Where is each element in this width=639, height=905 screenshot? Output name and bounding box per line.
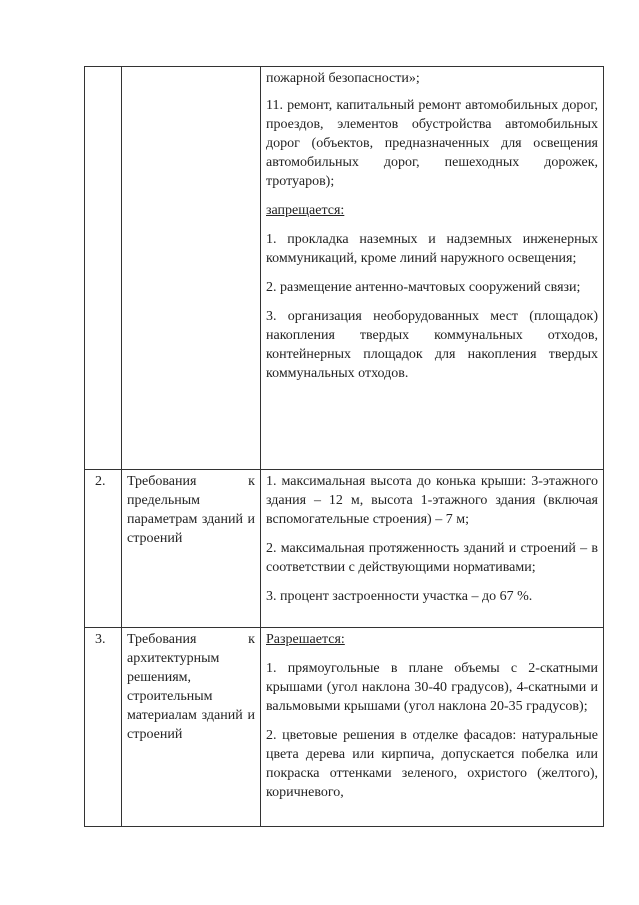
paragraph: 2. максимальная протяженность зданий и строений – в соответствии с действующими нормативами; <box>266 541 598 575</box>
paragraph: 1. максимальная высота до конька крыши: 3-этажного здания – 12 м, высота 1-этажного здания (включая вспомогательные строения) – 7 м; <box>266 474 598 527</box>
row-number-cell <box>85 67 122 470</box>
table-row <box>85 67 604 470</box>
requirements-table <box>84 66 604 827</box>
requirement-name-cell <box>122 628 261 827</box>
requirement-text-cell <box>261 470 604 628</box>
paragraph: пожарной безопасности»; <box>266 71 420 86</box>
requirement-name: Требования к предельным параметрам зданий и строений <box>127 474 255 546</box>
allowed-heading: Разрешается: <box>266 632 345 647</box>
paragraph: 2. цветовые решения в отделке фасадов: натуральные цвета дерева или кирпича, допускается побелка или покраска оттенками зеленого, охристого (желтого), коричневого, <box>266 728 598 800</box>
paragraph: 11. ремонт, капитальный ремонт автомобильных дорог, проездов, элементов обустройства автомобильных дорог (объектов, предназначенных для освещения автомобильных дорог, пешеходных дорожек, тротуаров); <box>266 98 598 189</box>
requirement-text-cell <box>261 67 604 470</box>
table-row <box>85 470 604 628</box>
paragraph: 2. размещение антенно-мачтовых сооружений связи; <box>266 280 581 295</box>
prohibited-heading: запрещается: <box>266 203 345 218</box>
requirement-text-cell <box>261 628 604 827</box>
table-row <box>85 628 604 827</box>
row-number-cell <box>85 628 122 827</box>
paragraph: 1. прямоугольные в плане объемы с 2-скатными крышами (угол наклона 30-40 градусов), 4-скатными и вальмовыми крышами (угол наклона 20-35 градусов); <box>266 661 598 714</box>
requirement-name-cell <box>122 470 261 628</box>
row-number: 2. <box>95 474 106 489</box>
paragraph: 1. прокладка наземных и надземных инженерных коммуникаций, кроме линий наружного освещения; <box>266 232 598 266</box>
paragraph: 3. процент застроенности участка – до 67 %. <box>266 589 533 604</box>
requirement-name: Требования к архитектурным решениям, строительным материалам зданий и строений <box>127 632 255 742</box>
row-number: 3. <box>95 632 106 647</box>
requirement-name-cell <box>122 67 261 470</box>
row-number-cell <box>85 470 122 628</box>
paragraph: 3. организация необорудованных мест (площадок) накопления твердых коммунальных отходов, контейнерных площадок для накопления твердых коммунальных отходов. <box>266 309 598 381</box>
